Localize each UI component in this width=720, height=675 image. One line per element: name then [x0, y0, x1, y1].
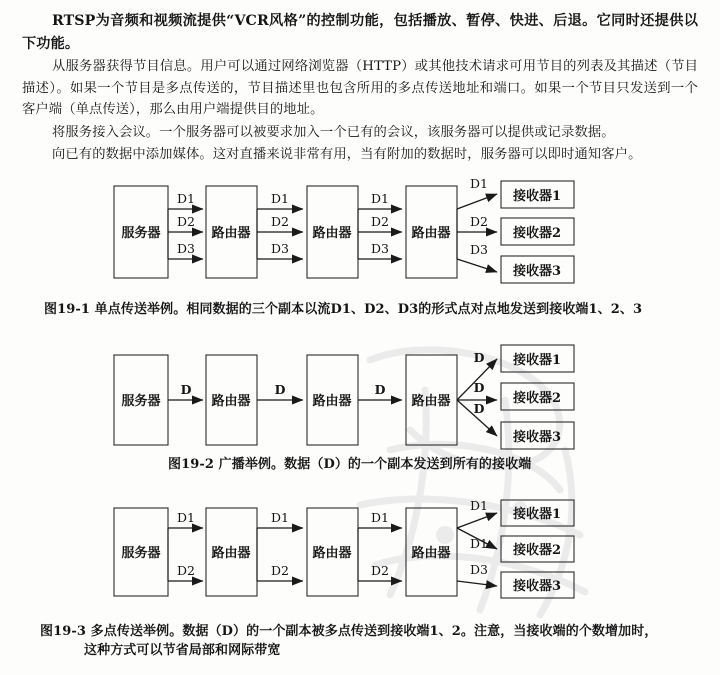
paragraph-4: 向已有的数据中添加媒体。这对直播来说非常有用，当有附加的数据时，服务器可以即时通知客户。 [52, 147, 642, 162]
body-text [22, 10, 698, 167]
fig1-node-router-2: 路由器 [312, 226, 352, 241]
fig2-node-router-1: 路由器 [211, 394, 251, 409]
figure-19-1-caption [44, 300, 704, 319]
fig1-label-seg2-0: D1 [271, 191, 289, 206]
fig3-label-seg1-1: D2 [177, 563, 195, 578]
fig2-node-receiver-2: 接收器2 [512, 391, 562, 406]
fig1-label-seg3-0: D1 [371, 191, 389, 206]
fig3-caption-line-1: 图19-3 多点传送举例。数据（D）的一个副本被多点传送到接收端1、2。注意，当接收端的个数增加时， [40, 624, 658, 639]
fig3-label-seg4-1: D1 [470, 536, 488, 551]
fig1-node-receiver-3: 接收器3 [512, 264, 562, 279]
fig1-label-seg2-1: D2 [271, 214, 289, 229]
fig3-node-receiver-2: 接收器2 [512, 543, 562, 558]
fig3-label-seg4-0: D1 [470, 498, 488, 513]
fig3-node-router-1: 路由器 [211, 546, 251, 561]
fig1-label-seg4-1: D2 [470, 214, 488, 229]
fig1-caption-line-1: 图19-1 单点传送举例。相同数据的三个副本以流D1、D2、D3的形式点对点地发送到接收端1、2、3 [44, 302, 643, 317]
fig2-node-receiver-1: 接收器1 [512, 353, 562, 368]
fig2-caption-line-1: 图19-2 广播举例。数据（D）的一个副本发送到所有的接收端 [168, 457, 532, 472]
fig1-label-seg1-0: D1 [177, 191, 195, 206]
fig1-label-seg2-2: D3 [271, 241, 289, 256]
fig1-label-seg4-0: D1 [470, 176, 488, 191]
fig2-label-seg2-0: D [274, 382, 286, 397]
fig3-node-receiver-1: 接收器1 [512, 507, 562, 522]
fig2-node-receiver-3: 接收器3 [512, 430, 562, 445]
paragraph-1: RTSP为音频和视频流提供“VCR风格”的控制功能，包括播放、暂停、快进、后退。它同时还提供以下功能。 [22, 13, 698, 52]
fig1-label-seg4-2: D3 [470, 242, 488, 257]
fig2-node-router-2: 路由器 [312, 394, 352, 409]
fig3-node-router-2: 路由器 [312, 546, 352, 561]
paragraph-3: 将服务接入会议。一个服务器可以被要求加入一个已有的会议，该服务器可以提供或记录数据。 [52, 124, 615, 140]
fig1-node-router-1: 路由器 [211, 226, 251, 241]
fig3-caption-line-2: 这种方式可以节省局部和网际带宽 [84, 643, 281, 658]
fig1-label-seg1-2: D3 [177, 241, 195, 256]
fig2-label-seg4-2: D [473, 401, 485, 416]
fig2-label-seg4-1: D [473, 380, 485, 395]
fig3-node-receiver-3: 接收器3 [512, 579, 562, 594]
fig1-node-receiver-1: 接收器1 [512, 189, 562, 204]
fig3-node-router-3: 路由器 [411, 546, 451, 561]
figure-19-3-caption [40, 622, 706, 660]
fig1-node-server: 服务器 [121, 226, 161, 241]
fig2-label-seg3-0: D [374, 382, 386, 397]
figure-19-2-caption [168, 455, 708, 474]
fig3-label-seg3-1: D2 [371, 563, 389, 578]
paragraph-2: 从服务器获得节目信息。用户可以通过网络浏览器（HTTP）或其他技术请求可用节目的列表及其描述（节目描述）。如果一个节目是多点传送的，节目描述里也包含所用的多点传送地址和端口。如果一个节目只发送到一个客户端（单点传送），那么由用户端提供目的地址。 [22, 59, 698, 117]
fig3-label-seg1-0: D1 [177, 510, 195, 525]
fig3-label-seg3-0: D1 [371, 510, 389, 525]
fig3-node-server: 服务器 [121, 546, 161, 561]
fig1-label-seg3-1: D2 [371, 214, 389, 229]
fig1-label-seg1-1: D2 [177, 214, 195, 229]
fig2-label-seg1-0: D [180, 382, 192, 397]
fig3-label-seg2-1: D2 [271, 563, 289, 578]
fig1-label-seg3-2: D3 [371, 241, 389, 256]
fig1-node-router-3: 路由器 [411, 226, 451, 241]
fig2-node-server: 服务器 [121, 394, 161, 409]
fig3-label-seg2-0: D1 [271, 510, 289, 525]
fig2-label-seg4-0: D [473, 350, 485, 365]
fig2-node-router-3: 路由器 [411, 394, 451, 409]
fig3-label-seg4-2: D3 [470, 562, 488, 577]
fig1-node-receiver-2: 接收器2 [512, 226, 562, 241]
